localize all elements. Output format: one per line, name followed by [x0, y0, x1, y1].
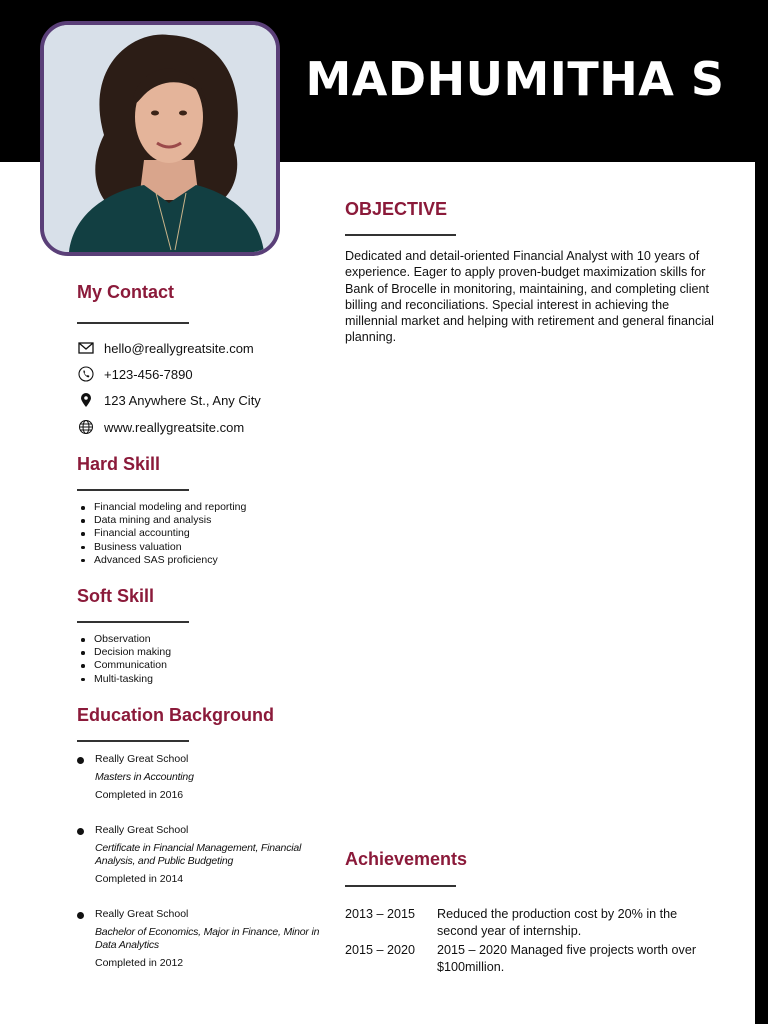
education-school: Really Great School: [95, 753, 189, 765]
bullet-dot: [77, 912, 84, 919]
education-completed: Completed in 2016: [95, 789, 184, 801]
objective-divider: [345, 234, 456, 236]
achievement-period: 2013 – 2015: [345, 907, 416, 921]
soft-skill-heading: Soft Skill: [77, 586, 155, 606]
hard-skill-divider: [77, 489, 189, 491]
achievement-row: [345, 942, 705, 975]
list-item: Decision making: [94, 646, 172, 659]
hard-skill-heading: Hard Skill: [77, 454, 161, 474]
right-edge-strip: [755, 162, 768, 1024]
bullet-dot: [77, 828, 84, 835]
contact-address-text: 123 Anywhere St., Any City: [104, 392, 261, 408]
education-completed: Completed in 2014: [95, 873, 184, 885]
list-item: Multi-tasking: [94, 673, 171, 686]
achievements-divider: [345, 885, 456, 887]
envelope-icon: [77, 340, 95, 356]
education-entry: [77, 753, 322, 802]
objective-heading: OBJECTIVE: [345, 199, 448, 219]
contact-heading: My Contact: [77, 282, 175, 302]
soft-skill-list: [94, 633, 171, 686]
list-item: Data mining and analysis: [94, 514, 246, 527]
soft-skill-divider: [77, 621, 189, 623]
hard-skill-list: [94, 501, 246, 567]
contact-phone[interactable]: [77, 366, 193, 382]
education-degree: Certificate in Financial Management, Financial Analysis, and Public Budgeting: [95, 842, 302, 867]
education-school: Really Great School: [95, 908, 189, 920]
list-item: Business valuation: [94, 541, 246, 554]
bullet-dot: [77, 757, 84, 764]
education-school: Really Great School: [95, 824, 189, 836]
contact-email-text: hello@reallygreatsite.com: [104, 340, 254, 356]
education-degree: Masters in Accounting: [95, 771, 194, 783]
education-degree: Bachelor of Economics, Major in Finance, Minor in Data Analytics: [95, 926, 320, 951]
contact-email[interactable]: [77, 340, 254, 356]
list-item: Communication: [94, 659, 171, 672]
achievement-row: [345, 906, 705, 939]
list-item: Financial modeling and reporting: [94, 501, 247, 513]
candidate-name: MADHUMITHA S: [305, 52, 725, 106]
list-item: Advanced SAS proficiency: [94, 554, 246, 567]
contact-website-text: www.reallygreatsite.com: [104, 419, 245, 435]
education-entry: [77, 824, 322, 886]
phone-icon: [77, 366, 95, 382]
achievement-description: Reduced the production cost by 20% in the second year of internship.: [437, 907, 678, 938]
location-pin-icon: [77, 392, 95, 408]
contact-phone-text: +123-456-7890: [104, 366, 193, 382]
education-heading: Education Background: [77, 705, 275, 725]
education-divider: [77, 740, 189, 742]
profile-photo: [40, 21, 280, 256]
contact-website[interactable]: [77, 419, 244, 435]
education-entry: [77, 908, 322, 970]
objective-text: Dedicated and detail-oriented Financial Analyst with 10 years of experience. Eager to apply proven-budget maximization skills for Bank of Brocelle in monitoring, maintaining, and completing client billing and reconciliations. Special interest in achieving the millennial market and helping with retirement and general financial planning.: [345, 249, 714, 345]
achievement-description: 2015 – 2020 Managed five projects worth over $100million.: [437, 943, 697, 974]
achievements-heading: Achievements: [345, 849, 468, 869]
contact-address[interactable]: [77, 392, 261, 408]
contact-divider: [77, 322, 189, 324]
list-item: Financial accounting: [94, 527, 246, 540]
education-completed: Completed in 2012: [95, 957, 184, 969]
globe-icon: [77, 419, 95, 435]
achievement-period: 2015 – 2020: [345, 943, 416, 957]
list-item: Observation: [94, 633, 171, 646]
